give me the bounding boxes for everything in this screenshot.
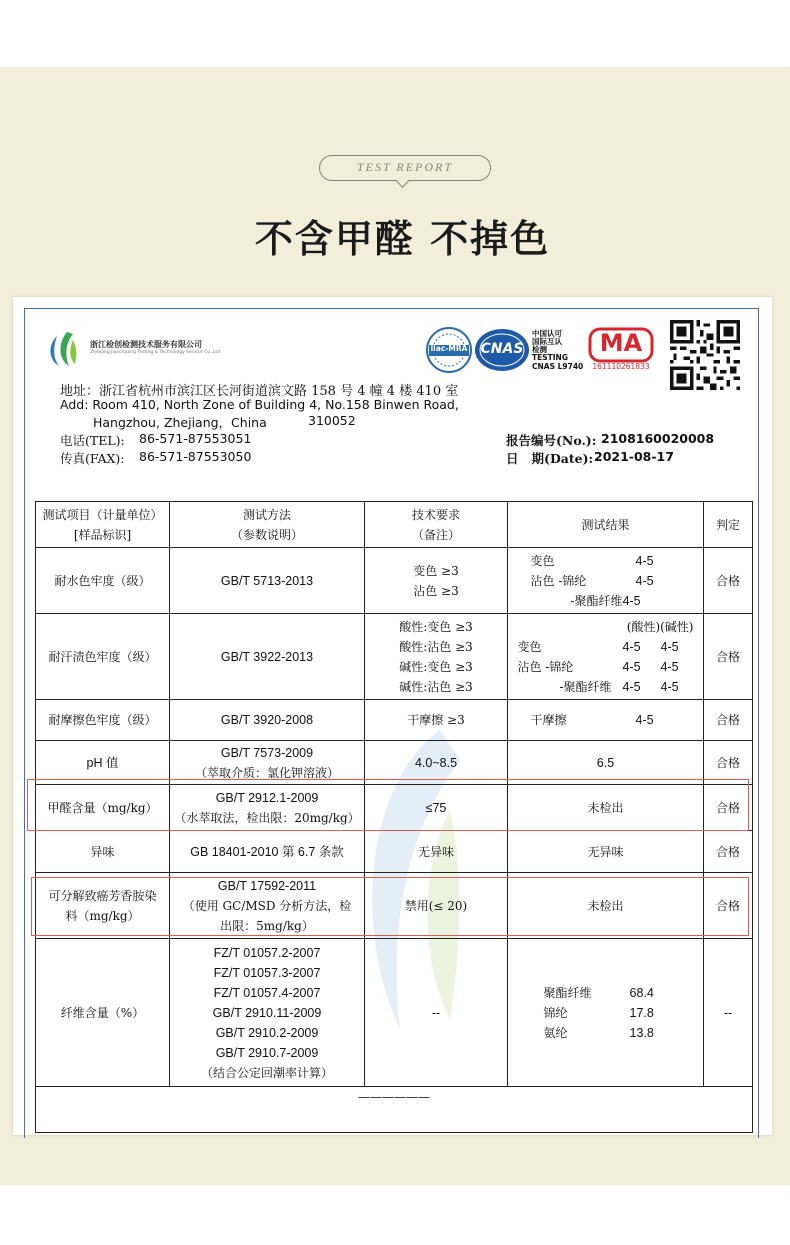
cnas-label: CNAS bbox=[480, 341, 524, 357]
item-cell: pH 值 bbox=[36, 741, 170, 785]
verdict-cell: 合格 bbox=[704, 741, 753, 785]
item-cell: 耐摩擦色牢度（级） bbox=[36, 700, 170, 741]
result-cell: 变色 4-5 沾色 -锦纶 4-5 -聚酯纤维4-5 bbox=[508, 548, 704, 614]
cma-label: MA bbox=[599, 329, 643, 357]
requirement-cell: ≤75 bbox=[365, 785, 508, 831]
result-cell: 聚酯纤维 68.4 锦纶 17.8 氨纶 13.8 bbox=[508, 939, 704, 1087]
fax-label: 传真(FAX): bbox=[60, 451, 125, 466]
cnas-cert-line-5: CNAS L9740 bbox=[532, 362, 584, 371]
method-cell: GB/T 2912.1-2009 （水萃取法，检出限：20mg/kg） bbox=[170, 785, 365, 831]
table-row bbox=[36, 548, 753, 614]
result-cell: 无异味 bbox=[508, 831, 704, 873]
item-cell: 纤维含量（%） bbox=[36, 939, 170, 1087]
verdict-cell: -- bbox=[704, 939, 753, 1087]
requirement-cell: 4.0~8.5 bbox=[365, 741, 508, 785]
cma-number: 161110261833 bbox=[592, 362, 650, 371]
item-cell: 异味 bbox=[36, 831, 170, 873]
test-report-label: TEST REPORT bbox=[319, 155, 491, 181]
header-result: 测试结果 bbox=[508, 502, 704, 548]
address-cn: 地址：浙江省杭州市滨江区长河街道滨文路 158 号 4 幢 4 楼 410 室 bbox=[60, 384, 459, 399]
highlight-azo-row bbox=[31, 877, 749, 936]
requirement-cell: 酸性:变色 ≥3 酸性:沾色 ≥3 碱性:变色 ≥3 碱性:沾色 ≥3 bbox=[365, 614, 508, 700]
requirement-cell: -- bbox=[365, 939, 508, 1087]
requirement-cell: 无异味 bbox=[365, 831, 508, 873]
fax-value: 86-571-87553050 bbox=[139, 449, 252, 464]
address-en-line1: Add: Room 410, North Zone of Building 4, No.158 Binwen Road, bbox=[60, 397, 459, 412]
result-cell: 干摩擦 4-5 bbox=[508, 700, 704, 741]
verdict-cell: 合格 bbox=[704, 785, 753, 831]
method-cell: GB 18401-2010 第 6.7 条款 bbox=[170, 831, 365, 873]
highlight-formaldehyde-row bbox=[27, 779, 749, 831]
item-cell: 甲醛含量（mg/kg） bbox=[36, 785, 170, 831]
table-row bbox=[36, 700, 753, 741]
method-cell: GB/T 7573-2009 （萃取介质：氯化钾溶液） bbox=[170, 741, 365, 785]
method-cell: GB/T 17592-2011 （使用 GC/MSD 分析方法，检 出限：5mg/kg） bbox=[170, 873, 365, 939]
tel-value: 86-571-87553051 bbox=[139, 431, 252, 446]
date-label: 日 期(Date): bbox=[506, 451, 594, 466]
report-no-label: 报告编号(No.): bbox=[506, 433, 597, 448]
verdict-cell: 合格 bbox=[704, 614, 753, 700]
verdict-cell: 合格 bbox=[704, 831, 753, 873]
page-headline: 不含甲醛 不掉色 bbox=[254, 217, 551, 261]
verdict-cell: 合格 bbox=[704, 873, 753, 939]
method-cell: GB/T 3920-2008 bbox=[170, 700, 365, 741]
header-method: 测试方法 （参数说明） bbox=[170, 502, 365, 548]
date-value: 2021-08-17 bbox=[594, 449, 674, 464]
table-header-row bbox=[36, 502, 753, 548]
cnas-cert-line-1: 中国认可 bbox=[532, 329, 562, 338]
method-cell: GB/T 3922-2013 bbox=[170, 614, 365, 700]
table-row bbox=[36, 831, 753, 873]
verdict-cell: 合格 bbox=[704, 548, 753, 614]
header-verdict: 判定 bbox=[704, 502, 753, 548]
company-logo-icon bbox=[43, 330, 87, 370]
company-name-en: Zhejiang Jianchuang Testing & Technology Service Co.,Ltd bbox=[90, 350, 221, 355]
item-cell: 耐汗渍色牢度（级） bbox=[36, 614, 170, 700]
result-cell: 未检出 bbox=[508, 785, 704, 831]
ilac-mra-label: ilac-MRA bbox=[430, 344, 468, 353]
item-cell: 可分解致癌芳香胺染 料（mg/kg） bbox=[36, 873, 170, 939]
table-row bbox=[36, 614, 753, 700]
table-footer-row bbox=[36, 1087, 753, 1133]
method-cell: GB/T 5713-2013 bbox=[170, 548, 365, 614]
item-cell: 耐水色牢度（级） bbox=[36, 548, 170, 614]
cnas-cert-line-4: TESTING bbox=[532, 353, 568, 362]
method-cell: FZ/T 01057.2-2007 FZ/T 01057.3-2007 FZ/T 01057.4-2007 GB/T 2910.11-2009 GB/T 2910.2-2009 GB/T 2910.7-2009 （结合公定回潮率计算） bbox=[170, 939, 365, 1087]
result-cell: 未检出 bbox=[508, 873, 704, 939]
table-row bbox=[36, 741, 753, 785]
report-no-value: 2108160020008 bbox=[601, 431, 715, 446]
qr-code-icon bbox=[670, 320, 740, 390]
cnas-cert-line-3: 检测 bbox=[532, 345, 547, 354]
verdict-cell: 合格 bbox=[704, 700, 753, 741]
address-en-line2: Hangzhou, Zhejiang，China bbox=[93, 415, 267, 430]
company-name-cn: 浙江检创检测技术服务有限公司 bbox=[90, 340, 202, 349]
table-end-rule: —————— bbox=[36, 1087, 753, 1133]
table-row bbox=[36, 939, 753, 1087]
result-cell: (酸性)(碱性) 变色 4-5 4-5 沾色 -锦纶 4-5 4-5 -聚酯纤维 4-5 4-5 bbox=[508, 614, 704, 700]
postcode: 310052 bbox=[308, 413, 356, 428]
header-requirement: 技术要求 （备注） bbox=[365, 502, 508, 548]
result-cell: 6.5 bbox=[508, 741, 704, 785]
requirement-cell: 干摩擦 ≥3 bbox=[365, 700, 508, 741]
requirement-cell: 变色 ≥3 沾色 ≥3 bbox=[365, 548, 508, 614]
tel-label: 电话(TEL): bbox=[60, 433, 125, 448]
cnas-cert-line-2: 国际互认 bbox=[532, 337, 562, 346]
header-item: 测试项目（计量单位） [样品标识] bbox=[36, 502, 170, 548]
requirement-cell: 禁用(≤ 20) bbox=[365, 873, 508, 939]
